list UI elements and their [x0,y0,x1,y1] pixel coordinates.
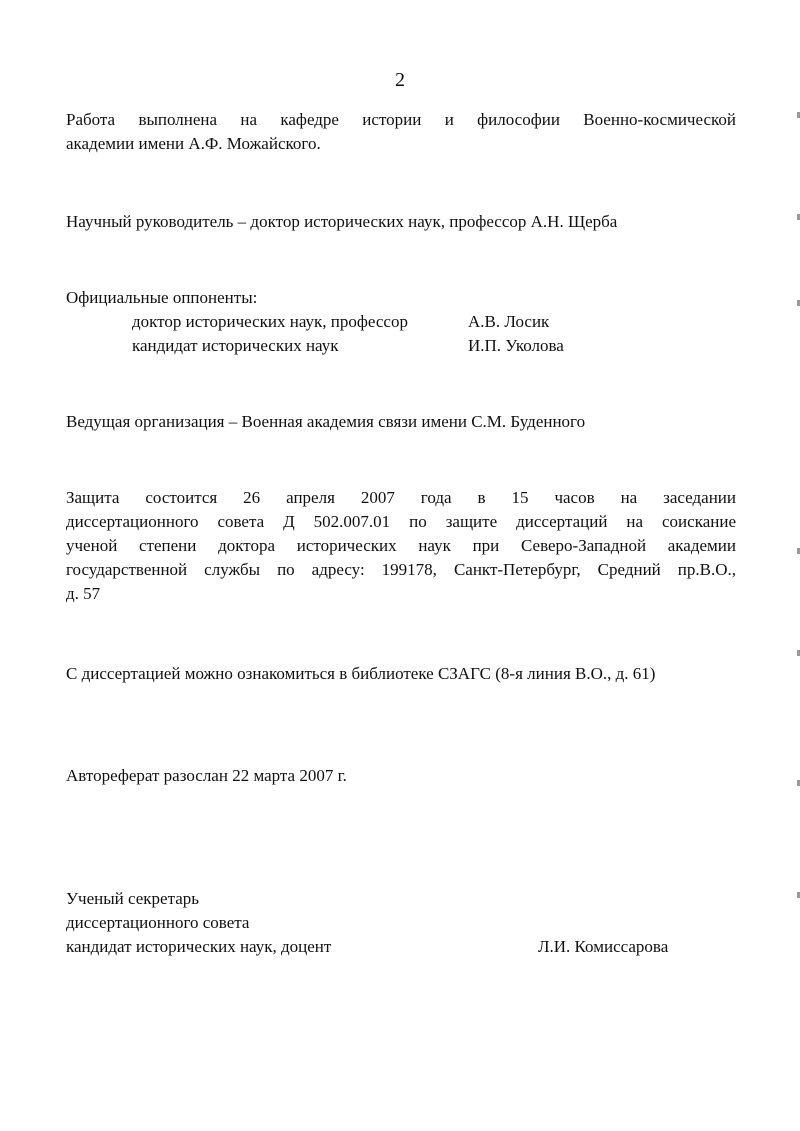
secretary-degree: кандидат исторических наук, доцент [66,937,332,956]
secretary-signature-block [66,887,736,959]
opponent-name: И.П. Уколова [468,336,564,355]
intro-line-2: академии имени А.Ф. Можайского. [66,134,321,153]
scan-edge-marks [796,0,800,1131]
secretary-row [66,935,736,959]
supervisor-line: Научный руководитель – доктор исторических наук, профессор А.Н. Щерба [66,212,618,231]
intro-line-1: Работа выполнена на кафедре истории и философии Военно-космической [66,110,736,129]
defense-paragraph [66,486,736,606]
opponent-name: А.В. Лосик [468,312,550,331]
defense-line: Защита состоится 26 апреля 2007 года в 15 часов на заседании [66,488,736,507]
library-line: С диссертацией можно ознакомиться в библиотеке СЗАГС (8-я линия В.О., д. 61) [66,664,656,683]
opponents-heading: Официальные оппоненты: [66,288,258,307]
page-number: 2 [395,69,405,91]
intro-paragraph [66,108,736,156]
opponent-degree: кандидат исторических наук [132,336,339,355]
opponent-row [66,310,736,334]
dispatch-line: Автореферат разослан 22 марта 2007 г. [66,766,347,785]
defense-line: государственной службы по адресу: 199178, Санкт-Петербург, Средний пр.В.О., [66,560,736,579]
opponent-degree: доктор исторических наук, профессор [132,312,408,331]
defense-line: ученой степени доктора исторических наук при Северо-Западной академии [66,536,736,555]
secretary-title: Ученый секретарь [66,889,200,908]
secretary-council: диссертационного совета [66,913,250,932]
secretary-name: Л.И. Комиссарова [538,937,669,956]
opponents-section [66,286,736,358]
opponent-row [66,334,736,358]
defense-line: д. 57 [66,584,101,603]
lead-organization-line: Ведущая организация – Военная академия связи имени С.М. Буденного [66,412,586,431]
defense-line: диссертационного совета Д 502.007.01 по защите диссертаций на соискание [66,512,736,531]
